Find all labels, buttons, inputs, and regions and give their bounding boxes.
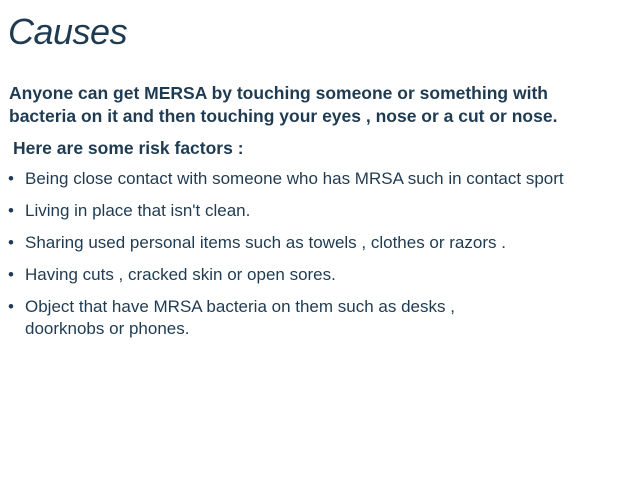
list-item-text [25,168,636,190]
bullet-icon: • [8,265,14,284]
list-item-line: Object that have MRSA bacteria on them such as desks , [25,297,455,316]
intro-paragraph [9,82,631,128]
list-item [8,232,636,254]
list-item [8,296,636,340]
bullet-icon: • [8,169,14,188]
intro-line: Anyone can get MERSA by touching someone or something with [9,83,548,103]
bullet-icon: • [8,233,14,252]
bullet-icon: • [8,297,14,316]
intro-line: bacteria on it and then touching your eyes , nose or a cut or nose. [9,106,558,126]
list-item-line: Living in place that isn't clean. [25,201,251,220]
list-item-text [25,200,636,222]
bullet-icon: • [8,201,14,220]
list-item [8,200,636,222]
list-item-line: Sharing used personal items such as towels , clothes or razors . [25,233,506,252]
risk-factors-list [8,168,636,340]
risk-factors-heading: Here are some risk factors : [13,138,244,158]
list-item-text [25,232,636,254]
slide-title: Causes [8,11,128,52]
list-item [8,264,636,286]
list-item-line: Having cuts , cracked skin or open sores. [25,265,336,284]
list-item-text [25,264,636,286]
list-item [8,168,636,190]
list-item-line: doorknobs or phones. [25,319,190,338]
list-item-text [25,296,636,340]
list-item-line: Being close contact with someone who has MRSA such in contact sport [25,169,564,188]
